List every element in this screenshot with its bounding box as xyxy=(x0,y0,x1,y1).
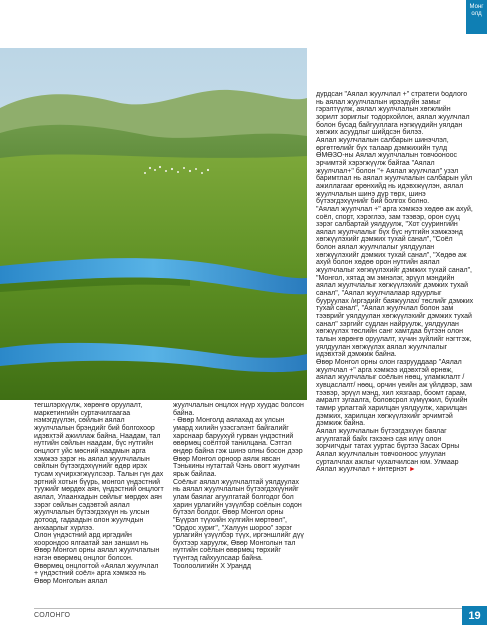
footer-divider xyxy=(34,608,464,609)
page-number: 19 xyxy=(462,606,487,625)
section-tab xyxy=(466,0,487,34)
grassland-photo xyxy=(0,48,307,400)
magazine-name: СОЛОНГО xyxy=(34,612,71,619)
text-column-middle: жуулчлалын онцлох нүүр хуудас болсон байна. - Өвөр Монголд аялахад ах улсын умард хилийн узэсгэлэнт байгалийг харснаар баруухүй гурван үндэстний өвөрмөц соёлтой танилцана. Сэтгэл өндөр байна гэж шинэ олны босон дээр Өвөр Монгол орноор аялж явсан Тэнькины нутагтай Чэнь овогт жуулчин ярьж байлаа. Соёлыг аялал жуулчлалтай уялдуулах нь аялал жуулчлалын бүтээгдэхүүнийг улам баялаг агуулгатай болгодог бол харин урлагийн үзүүлбэр соёлын содон бүтээл болдог. Өвөр Монгол орны "Бүүрэл түүхийн хүлгийн мөртөөл", "Ордос хуриг", "Халуун шороо" зэрэг урлагийн үзүүлбэр түүх, иргэншлийг дүү бүхтээр харуулж, Өвөр Монголын тал нутгийн соёлын өвөрмөц төрхийг түүнтэд гайхуулсаар байна. Тоолоолигийн Х Урандд xyxy=(173,402,304,570)
end-mark-icon: ► xyxy=(408,466,416,474)
text-column-left: тегшлэрхүүлж, хөрөнгө оруулалт, маркетингийн суртачилгаагаа нэмэгдүүлэн, сөйлын аялал жуулчлалын брэндийг бий болгохоор идэвхтэй ажиллаж байна. Наадам, тал нутгийн сөйлын наадам, бүс нутгийн онцлогт уйс мөсний наадмын арга хэмжээ зэрэг нь аялал жуулчлалын сөйлын бүтээгдэхүүнийг өдөр ирэх тусам хүчирхэгжүүлсээр. Талын гүн дах эртний хотын бүүрь, монгол үндэстний туужийг мөрдөх аян, үндэстний онцлогт аялал, Улаанхадын сөйлыг мөрдөх аян зэрэг сөйлын сэдэвтэй аялал жуулчлалын бүтээгдэхүүн нь улсын дотоод, гадаадын олон жуулчдын анхаарлыг хүрлээ. Олон үндэстний ард иргэдийн хоорондоо ялгаатай зан заншил нь Өвөр Монгол орны аялал жуулчлалын нэгэн өвөрмөц онцлог болсон. Өвөрмөц онцлогтой «Аялал жуулчлал + үндэстний соёл» арга хэмжээ нь Өвөр Монголын аялал xyxy=(34,402,164,586)
text-column-right xyxy=(316,91,474,593)
text-column-right-body: дурдсан "Аялал жуулчлал +" стратеги бодлого нь аялал жуулчлалын ирээдүйн замыг гэрэлтүүлж, аялал жуулчлалын хөгжлийн зорилт зориглыг тодорхойлон, аялал жуулчлал болон бусад байгууллага нэгжүүдийн уялдан хөгжих асуудлыг шийдсэн билээ. Аялал жуулчлалын салбарын шинэчлэл, өргөтгөлийг бүх талаар дэмжихийн тулд ӨМӨЗО-ны Аялал жуулчлалын товчооноос эрчимтэй хэрэгжүүлж байгаа "Аялал жуулчлал+" болон "+ Аялал жуулчлал" узэл баримтлал нь аялал жуулчлалын салбарын уйл ажиллагааг өрөнхийд нь идэвхжүүлэн, аялал жуулчлалын шинэ дүр төрх, шинэ бүтээгдэхүүнийг бий болгох болно. "Аялал жуулчлал +" арга хэмжээ хөдөө аж ахуй, соёл, спорт, хэрэглээ, зам тээвэр, орон сууц зэрэг салбартай уялдуулж, "Хот суурингийн аялал жуулчлалыг бүх бүс нутгийн хэмжээнд хөгжүүлэхийг дэмжих тухай санал", "Соёл болон аялал жуулчлалыг уялдуулан хөгжүүлэхийг дэмжих тухай санал", "Хөдөө аж ахуй болон хөдөө орон нутгийн аялал жуулчлалыг хөгжүүлэхийг дэмжих тухай санал", "Монгол, хятад эм эмнэлэг, эрүүл мэндийн аялал жуулчлалыг хөгжүүлэхийг дэмжих тухай санал", "Аялал жуулчлалаар ядуурлыг бууруулах /иргэдийг баяжуулах/ төслийг дэмжих тухай санал", "Аялал жуулчлал болон зам тээврийг уялдуулан хөгжүүлэхийг дэмжих тухай санал" зэргийг судлан найруулж, уялдуулан хөгжүүлэх төслийн санг хамтдаа бүтээн олон талын хөрөнгө оруулалт, хүчин зүйлийг нэгтгэж, уялдуулан хөгжүүлэх аялал жуулчлалыг идэвхтэй дэмжиж байна. Өвөр Монгол орны олон газрууддаар "Аялал жуулчлал +" арга хэмжээ идэвхтэй өрнөж, аялал жуулчлалыг соёлын нөөц, уламжлалт /хувцаслалт/ нөөц, орчин үеийн аж үйлдвэр, зам тээвэр, эрүүл мэнд, хил хязгаар, боомт гарам, амралт зугаалга, боловсрол хүмүүжил, бүхийн тамир урлагтай харилцан уялдуулж, харилцан дэмжих, харилцан хөгжүүлэхийг эрчимтэй дэмжиж байна. Аялал жуулчлалын бүтээгдэхүүн баялаг агуулгатай байх гэхээнэ сая илүү олон зорчигчдыг татах ууртас бүртээ Засах Орны Аялал жуулчлалын товчооноос улуулан сурталчлах ажлыг чухалчилсан юм. Улмаар Аялал жуулчлал + интернэт xyxy=(316,91,474,474)
section-tab-label: Монголд xyxy=(469,4,484,17)
